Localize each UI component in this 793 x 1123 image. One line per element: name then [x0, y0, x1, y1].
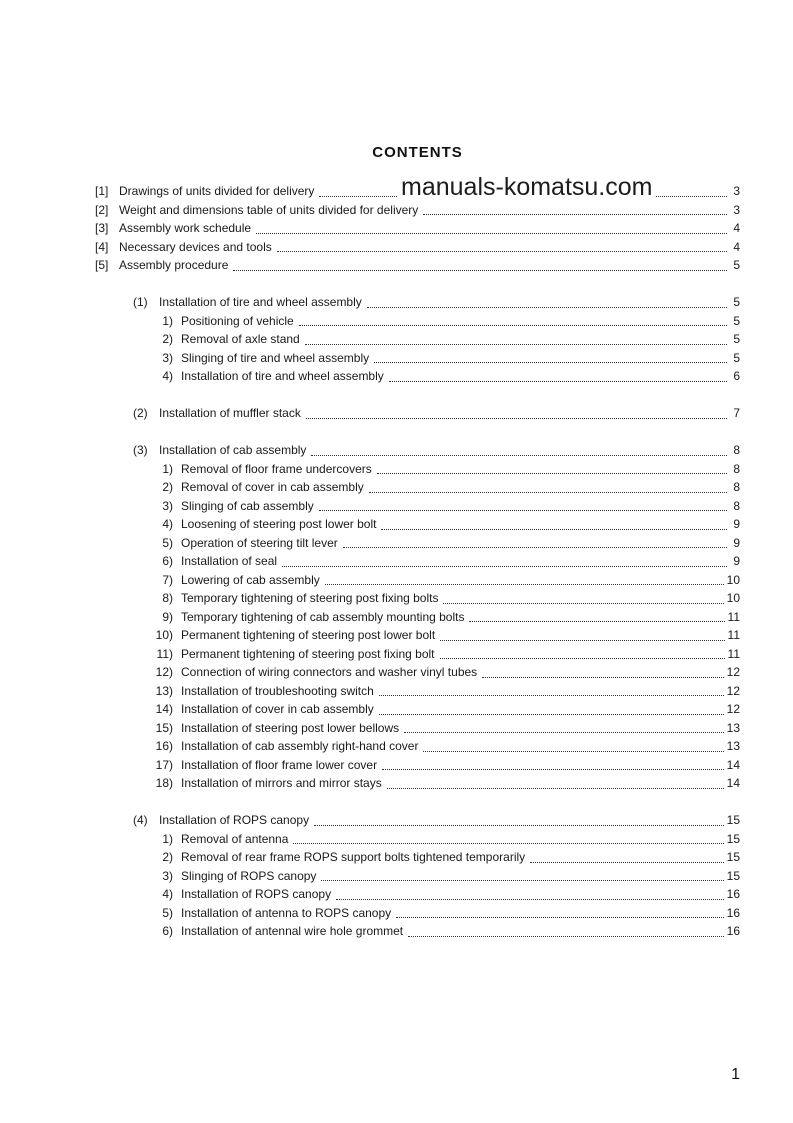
toc-entry-page: 16 — [726, 887, 740, 901]
dot-leader — [306, 418, 727, 419]
toc-entry — [95, 571, 740, 590]
toc-entry-number: 4) — [162, 517, 173, 531]
dot-leader — [440, 658, 725, 659]
toc-entry-page: 5 — [733, 332, 740, 346]
toc-entry-page: 5 — [733, 350, 740, 365]
dot-leader — [319, 510, 727, 511]
toc-entry-label: Slinging of cab assembly — [181, 498, 314, 513]
toc-entry-number: 13) — [155, 683, 173, 698]
toc-entry-label: Necessary devices and tools — [119, 239, 272, 254]
toc-entry — [95, 737, 740, 756]
dot-leader — [377, 473, 727, 474]
toc-entry-page: 7 — [733, 406, 740, 420]
toc-entry-label: Weight and dimensions table of units divided for delivery — [119, 202, 419, 217]
dot-leader — [387, 788, 724, 789]
dot-leader — [336, 899, 724, 900]
dot-leader — [404, 732, 724, 733]
dot-leader — [379, 695, 724, 696]
toc-entry-number: 4) — [162, 369, 173, 383]
dot-leader — [440, 640, 724, 641]
dot-leader — [381, 529, 727, 530]
toc-entry — [95, 256, 740, 275]
dot-leader — [389, 381, 727, 382]
dot-leader — [469, 621, 724, 622]
dot-leader — [305, 344, 727, 345]
toc-entry — [95, 811, 740, 830]
toc-entry — [95, 922, 740, 941]
toc-entry-label: Removal of antenna — [181, 831, 289, 846]
toc-entry-label: Positioning of vehicle — [181, 313, 294, 328]
toc-entry-number: [1] — [95, 184, 109, 198]
toc-entry-page: 9 — [733, 517, 740, 531]
toc-entry — [95, 885, 740, 904]
toc-entry-number: [5] — [95, 258, 109, 272]
toc-entry — [95, 552, 740, 571]
toc-entry-number: (4) — [133, 813, 148, 827]
toc-entry-page: 11 — [727, 609, 740, 624]
toc-entry-number: 4) — [162, 887, 173, 901]
toc-entry-page: 5 — [733, 295, 740, 309]
toc-entry-number: 5) — [162, 905, 173, 920]
toc-entry-label: Installation of troubleshooting switch — [181, 683, 374, 698]
toc-entry-page: 12 — [726, 665, 740, 679]
toc-entry-number: 2) — [162, 480, 173, 494]
toc-entry — [95, 404, 740, 423]
toc-entry — [95, 700, 740, 719]
toc-entry — [95, 460, 740, 479]
toc-entry — [95, 312, 740, 331]
toc-entry-label: Installation of floor frame lower cover — [181, 757, 378, 772]
dot-leader — [379, 714, 724, 715]
dot-leader — [314, 825, 724, 826]
toc-entry-label: Slinging of tire and wheel assembly — [181, 350, 370, 365]
toc-entry-page: 8 — [733, 443, 740, 457]
toc-entry-page: 15 — [726, 831, 740, 846]
toc-entry — [95, 663, 740, 682]
toc-entry-page: 15 — [726, 868, 740, 883]
page-title: CONTENTS — [372, 144, 463, 161]
toc-entry-label: Assembly procedure — [119, 258, 229, 272]
toc-entry-label: Installation of antenna to ROPS canopy — [181, 905, 392, 920]
toc-entry — [95, 201, 740, 220]
toc-entry — [95, 904, 740, 923]
toc-entry-number: 6) — [162, 554, 173, 568]
toc-entry-number: 14) — [155, 702, 173, 716]
toc-entry-number: (1) — [133, 295, 148, 309]
toc-entry-label: Drawings of units divided for delivery — [119, 184, 315, 198]
dot-leader — [293, 843, 723, 844]
toc-entry-page: 6 — [733, 369, 740, 383]
toc-entry-label: Installation of seal — [181, 554, 278, 568]
toc-entry-page: 4 — [733, 239, 740, 254]
toc-entry-page: 8 — [733, 461, 740, 476]
toc-entry-label: Loosening of steering post lower bolt — [181, 517, 377, 531]
toc-entry — [95, 589, 740, 608]
dot-leader — [367, 307, 727, 308]
toc-entry-label: Installation of steering post lower bellows — [181, 720, 400, 735]
dot-leader — [530, 862, 723, 863]
toc-entry-number: 1) — [162, 831, 173, 846]
toc-entry-number: (2) — [133, 406, 148, 420]
toc-entry-number: 11) — [156, 646, 173, 661]
toc-entry-number: 17) — [155, 757, 173, 772]
toc-entry-page: 4 — [733, 221, 740, 235]
toc-entry-label: Installation of cab assembly — [159, 443, 307, 457]
toc-entry — [95, 330, 740, 349]
toc-entry — [95, 515, 740, 534]
toc-entry-number: 6) — [162, 924, 173, 938]
toc-entry-number: 18) — [155, 776, 173, 790]
toc-entry-number: [4] — [95, 239, 109, 254]
toc-entry-label: Removal of cover in cab assembly — [181, 480, 364, 494]
toc-entry-page: 12 — [726, 702, 740, 716]
table-of-contents — [95, 182, 740, 941]
dot-leader — [443, 603, 723, 604]
dot-leader — [396, 917, 724, 918]
toc-entry-label: Installation of antennal wire hole grommet — [181, 924, 404, 938]
toc-entry-page: 13 — [726, 739, 740, 753]
toc-entry-number: 12) — [155, 665, 173, 679]
toc-entry-page: 11 — [727, 646, 740, 661]
toc-entry — [95, 608, 740, 627]
toc-entry-page: 14 — [726, 757, 740, 772]
dot-leader — [233, 270, 727, 271]
toc-entry-page: 11 — [727, 628, 740, 642]
toc-entry-page: 16 — [726, 905, 740, 920]
toc-entry-page: 9 — [733, 535, 740, 550]
toc-entry — [95, 534, 740, 553]
toc-entry-page: 5 — [733, 258, 740, 272]
dot-leader — [282, 566, 727, 567]
toc-entry-page: 14 — [726, 776, 740, 790]
toc-entry-label: Removal of rear frame ROPS support bolts tightened temporarily — [181, 850, 526, 864]
toc-entry-label: Removal of axle stand — [181, 332, 300, 346]
toc-entry-number: 5) — [162, 535, 173, 550]
toc-entry-label: Assembly work schedule — [119, 221, 252, 235]
toc-entry — [95, 848, 740, 867]
toc-entry-label: Slinging of ROPS canopy — [181, 868, 317, 883]
dot-leader — [256, 233, 727, 234]
toc-entry-number: [3] — [95, 221, 109, 235]
dot-leader — [299, 325, 727, 326]
toc-entry-number: 2) — [162, 332, 173, 346]
toc-entry-page: 5 — [733, 313, 740, 328]
dot-leader — [374, 362, 727, 363]
dot-leader — [369, 492, 727, 493]
toc-entry-number: 9) — [162, 609, 173, 624]
toc-entry-label: Permanent tightening of steering post lower bolt — [181, 628, 436, 642]
toc-entry-label: Temporary tightening of cab assembly mounting bolts — [181, 609, 465, 624]
dot-leader — [382, 769, 724, 770]
toc-entry — [95, 774, 740, 793]
toc-entry-number: (3) — [133, 443, 148, 457]
toc-entry-label: Installation of tire and wheel assembly — [159, 295, 362, 309]
toc-entry-page: 8 — [733, 480, 740, 494]
toc-entry-label: Installation of tire and wheel assembly — [181, 369, 384, 383]
toc-entry-page: 3 — [733, 202, 740, 217]
toc-entry-label: Permanent tightening of steering post fixing bolt — [181, 646, 435, 661]
toc-entry-page: 13 — [726, 720, 740, 735]
toc-entry — [95, 293, 740, 312]
toc-entry-page: 15 — [726, 850, 740, 864]
toc-entry — [95, 867, 740, 886]
toc-entry — [95, 830, 740, 849]
toc-entry-label: Removal of floor frame undercovers — [181, 461, 372, 476]
toc-entry — [95, 478, 740, 497]
toc-entry — [95, 349, 740, 368]
toc-entry-page: 8 — [733, 498, 740, 513]
dot-leader — [343, 547, 727, 548]
toc-entry-label: Connection of wiring connectors and washer vinyl tubes — [181, 665, 478, 679]
toc-entry-page: 10 — [726, 572, 740, 587]
toc-entry-label: Installation of cab assembly right-hand cover — [181, 739, 419, 753]
toc-entry-page: 9 — [733, 554, 740, 568]
toc-entry — [95, 626, 740, 645]
toc-entry-number: 3) — [162, 868, 173, 883]
toc-entry-label: Lowering of cab assembly — [181, 572, 320, 587]
dot-leader — [311, 455, 727, 456]
toc-entry-label: Installation of ROPS canopy — [181, 887, 332, 901]
dot-leader — [423, 214, 727, 215]
toc-entry-page: 12 — [726, 683, 740, 698]
dot-leader — [423, 751, 723, 752]
toc-entry — [95, 367, 740, 386]
dot-leader — [408, 936, 724, 937]
toc-entry — [95, 719, 740, 738]
toc-entry-number: 15) — [155, 720, 173, 735]
toc-entry-number: [2] — [95, 202, 109, 217]
toc-entry-number: 1) — [162, 313, 173, 328]
toc-entry — [95, 756, 740, 775]
toc-entry-label: Operation of steering tilt lever — [181, 535, 338, 550]
toc-entry-number: 3) — [162, 498, 173, 513]
toc-entry-label: Installation of muffler stack — [159, 406, 301, 420]
toc-entry-number: 16) — [155, 739, 173, 753]
dot-leader — [277, 251, 727, 252]
toc-entry-page: 15 — [726, 813, 740, 827]
toc-entry-number: 7) — [162, 572, 173, 587]
toc-entry-number: 10) — [155, 628, 173, 642]
toc-entry-page: 16 — [726, 924, 740, 938]
toc-entry-page: 3 — [733, 184, 740, 198]
toc-entry-number: 1) — [162, 461, 173, 476]
toc-entry-number: 2) — [162, 850, 173, 864]
toc-entry — [95, 645, 740, 664]
page-number: 1 — [731, 1066, 740, 1083]
dot-leader — [321, 880, 723, 881]
toc-entry-label: Temporary tightening of steering post fixing bolts — [181, 591, 439, 605]
toc-entry — [95, 441, 740, 460]
toc-entry-number: 3) — [162, 350, 173, 365]
watermark-text: manuals-komatsu.com — [398, 175, 655, 200]
toc-entry-number: 8) — [162, 591, 173, 605]
toc-entry-page: 10 — [726, 591, 740, 605]
toc-entry — [95, 219, 740, 238]
toc-entry-label: Installation of ROPS canopy — [159, 813, 310, 827]
toc-entry-label: Installation of cover in cab assembly — [181, 702, 374, 716]
toc-entry — [95, 497, 740, 516]
toc-entry — [95, 682, 740, 701]
dot-leader — [325, 584, 724, 585]
dot-leader — [482, 677, 723, 678]
toc-entry-label: Installation of mirrors and mirror stays — [181, 776, 382, 790]
toc-entry — [95, 238, 740, 257]
